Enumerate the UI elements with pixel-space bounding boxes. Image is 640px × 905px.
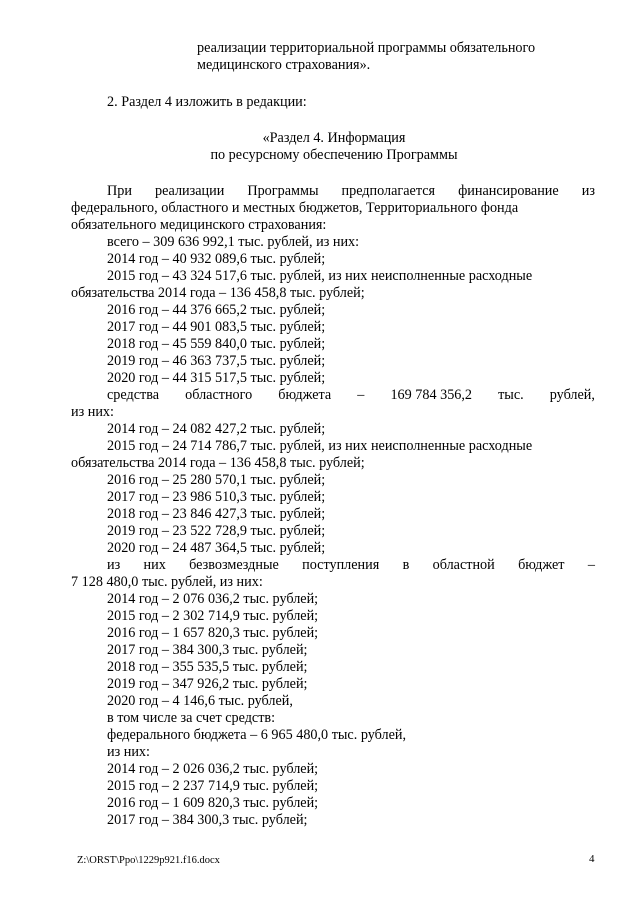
regional-2016: 2016 год – 25 280 570,1 тыс. рублей; bbox=[107, 472, 326, 488]
regional-2015-line-2: обязательства 2014 года – 136 458,8 тыс. рублей; bbox=[71, 455, 365, 471]
total-2018: 2018 год – 45 559 840,0 тыс. рублей; bbox=[107, 336, 326, 352]
grants-federal: федерального бюджета – 6 965 480,0 тыс. рублей, bbox=[107, 727, 407, 743]
regional-2020: 2020 год – 24 487 364,5 тыс. рублей; bbox=[107, 540, 326, 556]
word: безвозмездные bbox=[189, 557, 279, 573]
total-2017: 2017 год – 44 901 083,5 тыс. рублей; bbox=[107, 319, 326, 335]
funding-para-line-1 bbox=[107, 183, 595, 201]
page-number: 4 bbox=[589, 853, 595, 865]
federal-2017: 2017 год – 384 300,3 тыс. рублей; bbox=[107, 812, 308, 828]
total-2016: 2016 год – 44 376 665,2 тыс. рублей; bbox=[107, 302, 326, 318]
grants-2016: 2016 год – 1 657 820,3 тыс. рублей; bbox=[107, 625, 319, 641]
regional-line-2: из них: bbox=[71, 404, 114, 420]
section-title-line-2: по ресурсному обеспечению Программы bbox=[210, 147, 458, 163]
word: – bbox=[357, 387, 365, 403]
word: – bbox=[587, 557, 595, 573]
federal-2016: 2016 год – 1 609 820,3 тыс. рублей; bbox=[107, 795, 319, 811]
grants-2018: 2018 год – 355 535,5 тыс. рублей; bbox=[107, 659, 308, 675]
word: областного bbox=[185, 387, 253, 403]
word: Программы bbox=[247, 183, 319, 199]
grants-2020: 2020 год – 4 146,6 тыс. рублей, bbox=[107, 693, 293, 709]
grants-line-2: 7 128 480,0 тыс. рублей, из них: bbox=[71, 574, 263, 590]
word: областной bbox=[432, 557, 495, 573]
total-2019: 2019 год – 46 363 737,5 тыс. рублей; bbox=[107, 353, 326, 369]
grants-2015: 2015 год – 2 302 714,9 тыс. рублей; bbox=[107, 608, 319, 624]
funding-para-line-3: обязательного медицинского страхования: bbox=[71, 217, 327, 233]
word: в bbox=[402, 557, 410, 573]
total-2014: 2014 год – 40 932 089,6 тыс. рублей; bbox=[107, 251, 326, 267]
word: реализации bbox=[154, 183, 225, 199]
federal-2015: 2015 год – 2 237 714,9 тыс. рублей; bbox=[107, 778, 319, 794]
regional-2014: 2014 год – 24 082 427,2 тыс. рублей; bbox=[107, 421, 326, 437]
intro-line-2: медицинского страхования». bbox=[197, 57, 371, 73]
word: них bbox=[143, 557, 166, 573]
word: тыс. bbox=[498, 387, 524, 403]
intro-line-1: реализации территориальной программы обязательного bbox=[197, 40, 536, 56]
word: поступления bbox=[302, 557, 380, 573]
regional-2019: 2019 год – 23 522 728,9 тыс. рублей; bbox=[107, 523, 326, 539]
regional-2018: 2018 год – 23 846 427,3 тыс. рублей; bbox=[107, 506, 326, 522]
total-2015-line-2: обязательства 2014 года – 136 458,8 тыс. рублей; bbox=[71, 285, 365, 301]
word: из bbox=[581, 183, 595, 199]
grants-2017: 2017 год – 384 300,3 тыс. рублей; bbox=[107, 642, 308, 658]
funding-para-line-2: федерального, областного и местных бюджетов, Территориального фонда bbox=[71, 200, 519, 216]
word: 169 784 356,2 bbox=[390, 387, 473, 403]
word: из bbox=[107, 557, 121, 573]
word: средства bbox=[107, 387, 160, 403]
word: финансирование bbox=[458, 183, 559, 199]
total-2015-line-1: 2015 год – 43 324 517,6 тыс. рублей, из них неисполненные расходные bbox=[107, 268, 533, 284]
item-2-heading: 2. Раздел 4 изложить в редакции: bbox=[107, 94, 307, 110]
regional-line-1 bbox=[107, 387, 595, 405]
regional-2017: 2017 год – 23 986 510,3 тыс. рублей; bbox=[107, 489, 326, 505]
grants-2014: 2014 год – 2 076 036,2 тыс. рублей; bbox=[107, 591, 319, 607]
grants-including: в том числе за счет средств: bbox=[107, 710, 276, 726]
word: При bbox=[107, 183, 132, 199]
regional-2015-line-1: 2015 год – 24 714 786,7 тыс. рублей, из них неисполненные расходные bbox=[107, 438, 533, 454]
total-label: всего – 309 636 992,1 тыс. рублей, из них: bbox=[107, 234, 360, 250]
word: бюджет bbox=[518, 557, 565, 573]
grants-line-1 bbox=[107, 557, 595, 575]
federal-2014: 2014 год – 2 026 036,2 тыс. рублей; bbox=[107, 761, 319, 777]
grants-2019: 2019 год – 347 926,2 тыс. рублей; bbox=[107, 676, 308, 692]
section-title-line-1: «Раздел 4. Информация bbox=[262, 130, 406, 146]
total-2020: 2020 год – 44 315 517,5 тыс. рублей; bbox=[107, 370, 326, 386]
word: предполагается bbox=[341, 183, 436, 199]
word: бюджета bbox=[278, 387, 332, 403]
word: рублей, bbox=[549, 387, 595, 403]
grants-of-them: из них: bbox=[107, 744, 150, 760]
footer-file-path: Z:\ORST\Ppo\1229p921.f16.docx bbox=[77, 855, 220, 866]
